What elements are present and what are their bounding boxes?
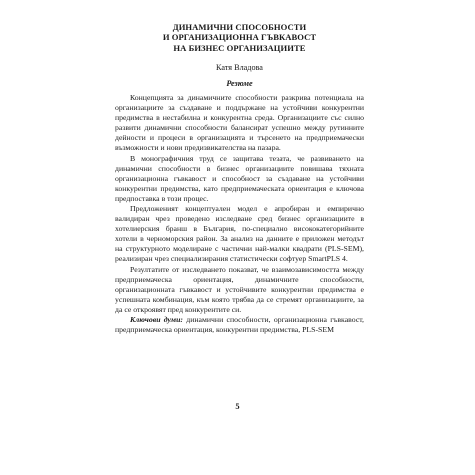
title-line: НА БИЗНЕС ОРГАНИЗАЦИИТЕ bbox=[173, 42, 306, 53]
title-line: ДИНАМИЧНИ СПОСОБНОСТИ bbox=[172, 22, 307, 32]
author-name: Катя Владова bbox=[216, 63, 263, 73]
abstract-paragraph: Концепцията за динамичните способности разкрива потенциала на организациите за създаване и поддържане на устойчиви конкурентни предимства в нестабилна и конкурентна среда. Организациите със силно развити динамични способности балансират успешно между рутинните дейности и процеси в организацията и търсенето на предприемачески възможности и нови предизвикателства на пазара. bbox=[115, 93, 364, 152]
title-line: И ОРГАНИЗАЦИОННА ГЪВКАВОСТ bbox=[162, 32, 317, 43]
keywords-paragraph bbox=[115, 315, 364, 335]
keywords-label: Ключови думи: bbox=[130, 315, 183, 325]
abstract-paragraph: Предложеният концептуален модел е апробиран и емпирично валидиран чрез проведено изследване сред бизнес организациите в хотелиерския бранш в България, по-специално висококатегорийните хотели в черноморския район. За анализ на данните е приложен методът на структурното моделиране с частични най-малки квадрати (PLS-SEM), реализиран чрез специализирания статистически софтуер SmartPLS 4. bbox=[115, 204, 364, 264]
abstract-heading: Резюме bbox=[226, 79, 253, 89]
page-content bbox=[115, 22, 364, 335]
keywords-text: динамични способности, организационна гъвкавост, предприемаческа ориентация, конкурентни предимства, PLS-SEM bbox=[115, 315, 364, 335]
abstract-paragraph: В монографичния труд се защитава тезата, че развиването на динамични способности в бизнес организациите повишава тяхната организационна гъвкавост и способност за създаване на устойчиви конкурентни предимства, като предприемаческата ориентация е ключова предпоставка в този процес. bbox=[115, 153, 364, 203]
abstract-paragraph: Резултатите от изследването показват, че взаимозависимостта между предприемаческа ориентация, динамичните способности, организационната гъвкавост и устойчивите конкурентни предимства е успешната комбинация, към която трябва да се стремят организациите, за да се откроявят пред конкурентите си. bbox=[115, 264, 364, 314]
document-title bbox=[115, 22, 364, 53]
page-number: 5 bbox=[235, 402, 240, 411]
